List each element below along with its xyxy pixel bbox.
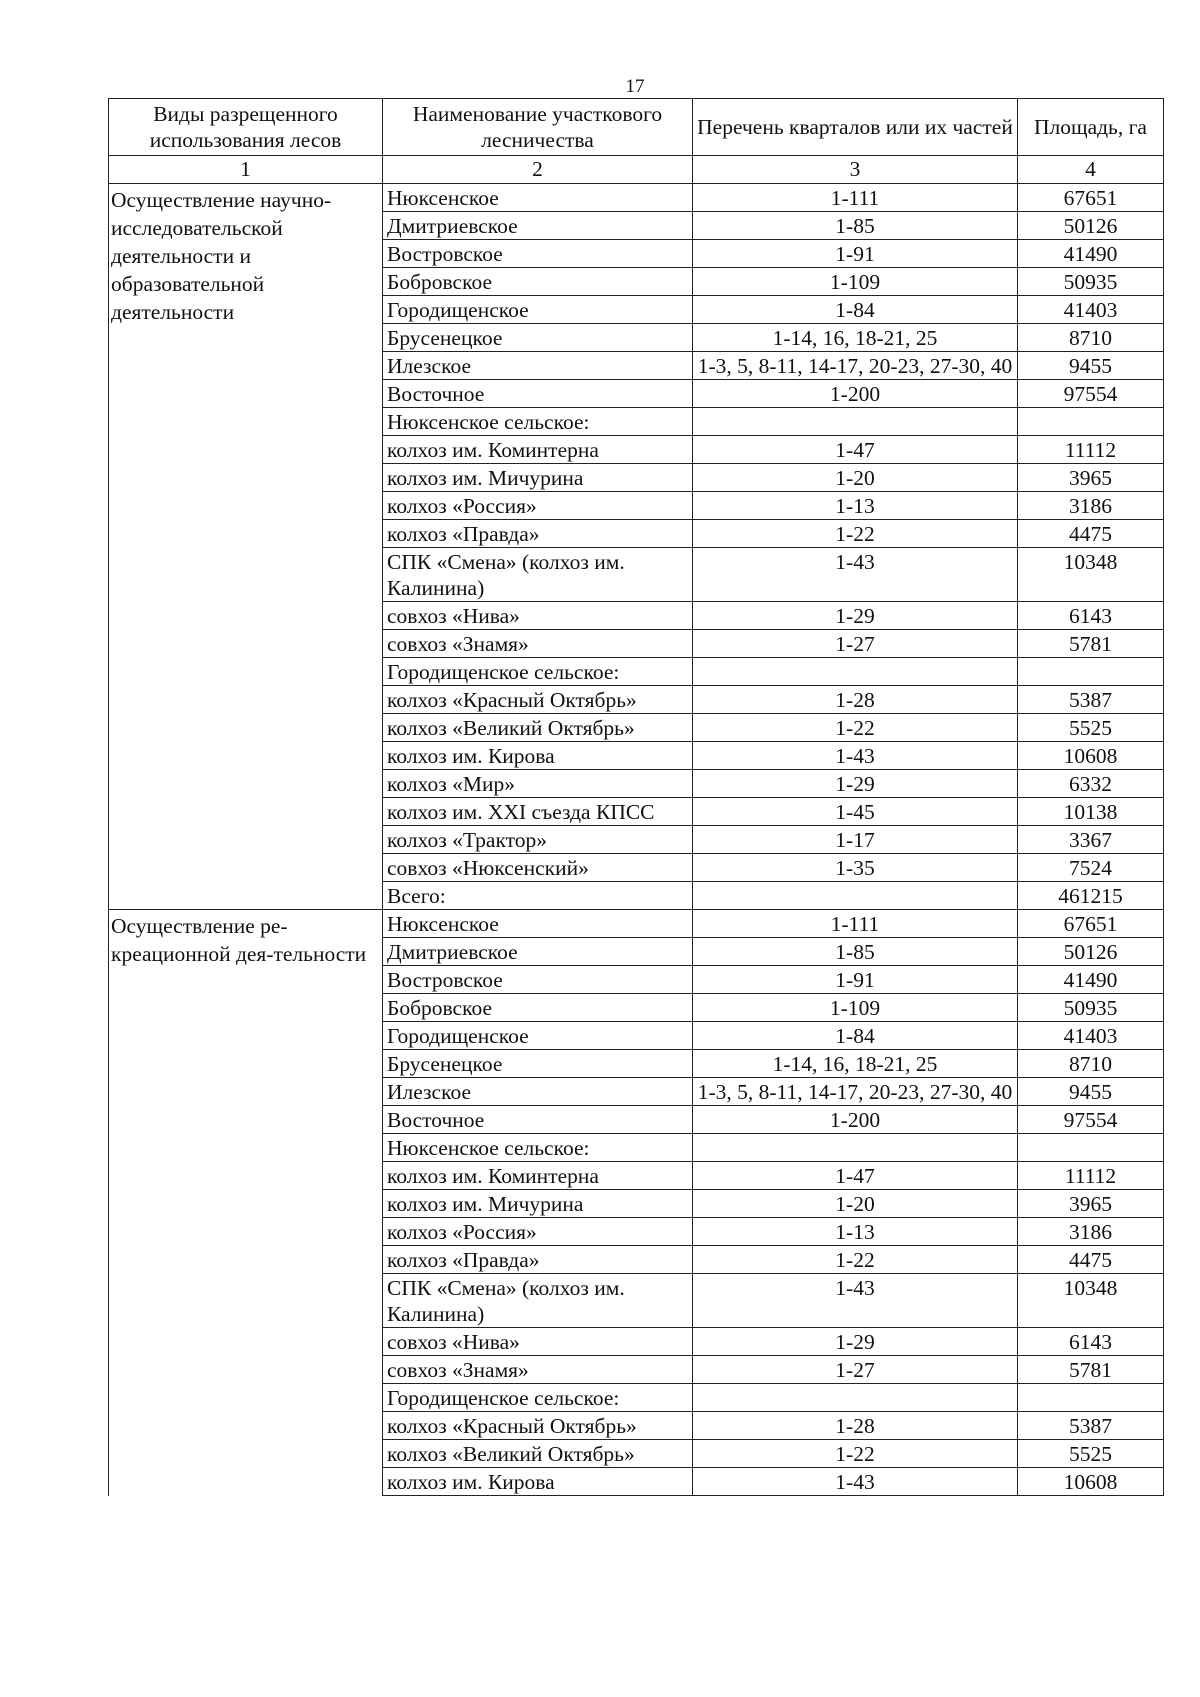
area-cell — [1018, 1384, 1164, 1412]
forestry-name-cell: Илезское — [383, 352, 693, 380]
forestry-name-cell: колхоз им. Коминтерна — [383, 1162, 693, 1190]
area-cell: 50935 — [1018, 994, 1164, 1022]
area-cell: 10608 — [1018, 742, 1164, 770]
page-number: 17 — [625, 76, 645, 97]
quarters-cell: 1-47 — [693, 1162, 1018, 1190]
area-cell: 5781 — [1018, 1356, 1164, 1384]
area-cell: 97554 — [1018, 380, 1164, 408]
quarters-cell: 1-22 — [693, 1246, 1018, 1274]
quarters-cell: 1-85 — [693, 938, 1018, 966]
quarters-cell — [693, 1134, 1018, 1162]
area-cell: 8710 — [1018, 324, 1164, 352]
forestry-name-cell: Илезское — [383, 1078, 693, 1106]
quarters-cell — [693, 1384, 1018, 1412]
forestry-name-cell: Брусенецкое — [383, 1050, 693, 1078]
forestry-name-cell: колхоз им. Коминтерна — [383, 436, 693, 464]
forestry-name-cell: колхоз «Правда» — [383, 1246, 693, 1274]
column-number-4: 4 — [1018, 156, 1164, 184]
forestry-name-cell: Восточное — [383, 1106, 693, 1134]
area-cell: 41403 — [1018, 296, 1164, 324]
quarters-cell: 1-29 — [693, 1328, 1018, 1356]
forestry-name-cell: колхоз им. Мичурина — [383, 464, 693, 492]
forestry-name-cell: колхоз им. Мичурина — [383, 1190, 693, 1218]
quarters-cell: 1-17 — [693, 826, 1018, 854]
area-cell: 9455 — [1018, 1078, 1164, 1106]
area-cell: 10348 — [1018, 548, 1164, 602]
quarters-cell: 1-200 — [693, 380, 1018, 408]
forestry-name-cell: колхоз «Красный Октябрь» — [383, 686, 693, 714]
quarters-cell: 1-111 — [693, 184, 1018, 212]
quarters-cell: 1-22 — [693, 714, 1018, 742]
area-cell: 6332 — [1018, 770, 1164, 798]
quarters-cell: 1-109 — [693, 994, 1018, 1022]
quarters-cell — [693, 882, 1018, 910]
area-cell: 3186 — [1018, 492, 1164, 520]
header-area: Площадь, га — [1018, 99, 1164, 156]
column-number-3: 3 — [693, 156, 1018, 184]
forestry-name-cell: колхоз им. Кирова — [383, 742, 693, 770]
quarters-cell: 1-91 — [693, 966, 1018, 994]
quarters-cell: 1-85 — [693, 212, 1018, 240]
quarters-cell: 1-43 — [693, 1468, 1018, 1496]
area-cell — [1018, 1134, 1164, 1162]
forestry-name-cell: колхоз «Великий Октябрь» — [383, 1440, 693, 1468]
quarters-cell: 1-91 — [693, 240, 1018, 268]
forestry-name-cell: Городищенское — [383, 1022, 693, 1050]
area-cell: 10348 — [1018, 1274, 1164, 1328]
column-number-1: 1 — [109, 156, 383, 184]
area-cell: 6143 — [1018, 602, 1164, 630]
quarters-cell: 1-3, 5, 8-11, 14-17, 20-23, 27-30, 40 — [693, 1078, 1018, 1106]
forestry-name-cell: колхоз им. XXI съезда КПСС — [383, 798, 693, 826]
area-cell: 9455 — [1018, 352, 1164, 380]
area-cell: 50126 — [1018, 212, 1164, 240]
area-cell: 41403 — [1018, 1022, 1164, 1050]
area-cell: 5387 — [1018, 1412, 1164, 1440]
forestry-name-cell: Нюксенское — [383, 910, 693, 938]
area-cell: 6143 — [1018, 1328, 1164, 1356]
quarters-cell: 1-45 — [693, 798, 1018, 826]
area-cell: 4475 — [1018, 520, 1164, 548]
area-cell: 3186 — [1018, 1218, 1164, 1246]
quarters-cell: 1-14, 16, 18-21, 25 — [693, 1050, 1018, 1078]
quarters-cell: 1-109 — [693, 268, 1018, 296]
area-cell: 41490 — [1018, 240, 1164, 268]
quarters-cell: 1-29 — [693, 602, 1018, 630]
forestry-name-cell: СПК «Смена» (колхоз им. Калинина) — [383, 1274, 693, 1328]
quarters-cell: 1-3, 5, 8-11, 14-17, 20-23, 27-30, 40 — [693, 352, 1018, 380]
forestry-name-cell: колхоз «Россия» — [383, 492, 693, 520]
area-cell: 67651 — [1018, 184, 1164, 212]
quarters-cell: 1-28 — [693, 686, 1018, 714]
forestry-name-cell: Дмитриевское — [383, 938, 693, 966]
forestry-name-cell: Нюксенское — [383, 184, 693, 212]
header-quarters: Перечень кварталов или их частей — [693, 99, 1018, 156]
quarters-cell: 1-22 — [693, 520, 1018, 548]
area-cell: 5525 — [1018, 714, 1164, 742]
area-cell: 97554 — [1018, 1106, 1164, 1134]
quarters-cell: 1-20 — [693, 1190, 1018, 1218]
quarters-cell: 1-84 — [693, 296, 1018, 324]
area-cell: 4475 — [1018, 1246, 1164, 1274]
forestry-name-cell: Брусенецкое — [383, 324, 693, 352]
forestry-name-cell: Дмитриевское — [383, 212, 693, 240]
quarters-cell: 1-111 — [693, 910, 1018, 938]
area-cell: 3367 — [1018, 826, 1164, 854]
area-cell — [1018, 408, 1164, 436]
quarters-cell: 1-43 — [693, 742, 1018, 770]
area-cell: 5387 — [1018, 686, 1164, 714]
table-row — [109, 910, 1164, 938]
area-cell: 10608 — [1018, 1468, 1164, 1496]
column-number-2: 2 — [383, 156, 693, 184]
header-row — [109, 99, 1164, 156]
area-cell: 41490 — [1018, 966, 1164, 994]
quarters-cell: 1-20 — [693, 464, 1018, 492]
forestry-name-cell: Востровское — [383, 240, 693, 268]
column-number-row — [109, 156, 1164, 184]
forestry-name-cell: совхоз «Знамя» — [383, 1356, 693, 1384]
quarters-cell: 1-43 — [693, 548, 1018, 602]
header-forestry-name: Наименование участкового лесничества — [383, 99, 693, 156]
forestry-name-cell: совхоз «Нива» — [383, 602, 693, 630]
forestry-name-cell: колхоз «Великий Октябрь» — [383, 714, 693, 742]
forestry-name-cell: колхоз им. Кирова — [383, 1468, 693, 1496]
quarters-cell: 1-27 — [693, 630, 1018, 658]
forestry-name-cell: совхоз «Знамя» — [383, 630, 693, 658]
use-kind-cell: Осуществление научно-исследовательской деятельности и образовательной деятельности — [109, 184, 383, 910]
use-kind-cell: Осуществление ре-креационной дея-тельности — [109, 910, 383, 1496]
forestry-name-cell: Городищенское сельское: — [383, 658, 693, 686]
forest-use-table — [108, 98, 1164, 1496]
area-cell: 3965 — [1018, 1190, 1164, 1218]
quarters-cell: 1-29 — [693, 770, 1018, 798]
area-cell: 8710 — [1018, 1050, 1164, 1078]
forestry-name-cell: колхоз «Россия» — [383, 1218, 693, 1246]
area-cell: 50935 — [1018, 268, 1164, 296]
forestry-name-cell: СПК «Смена» (колхоз им. Калинина) — [383, 548, 693, 602]
table-row — [109, 184, 1164, 212]
forestry-name-cell: Бобровское — [383, 994, 693, 1022]
quarters-cell: 1-14, 16, 18-21, 25 — [693, 324, 1018, 352]
quarters-cell: 1-28 — [693, 1412, 1018, 1440]
quarters-cell: 1-13 — [693, 1218, 1018, 1246]
forestry-name-cell: Городищенское — [383, 296, 693, 324]
forestry-name-cell: Нюксенское сельское: — [383, 1134, 693, 1162]
header-use-kind: Виды разрещенного использования лесов — [109, 99, 383, 156]
quarters-cell: 1-47 — [693, 436, 1018, 464]
table-header — [109, 99, 1164, 184]
area-cell — [1018, 658, 1164, 686]
area-cell: 461215 — [1018, 882, 1164, 910]
quarters-cell: 1-27 — [693, 1356, 1018, 1384]
forestry-name-cell: колхоз «Красный Октябрь» — [383, 1412, 693, 1440]
quarters-cell — [693, 658, 1018, 686]
area-cell: 11112 — [1018, 1162, 1164, 1190]
quarters-cell: 1-22 — [693, 1440, 1018, 1468]
forestry-name-cell: колхоз «Мир» — [383, 770, 693, 798]
area-cell: 3965 — [1018, 464, 1164, 492]
forestry-name-cell: Восточное — [383, 380, 693, 408]
area-cell: 10138 — [1018, 798, 1164, 826]
forestry-name-cell: Всего: — [383, 882, 693, 910]
area-cell: 5781 — [1018, 630, 1164, 658]
forestry-name-cell: Востровское — [383, 966, 693, 994]
quarters-cell: 1-35 — [693, 854, 1018, 882]
forestry-name-cell: колхоз «Трактор» — [383, 826, 693, 854]
quarters-cell: 1-13 — [693, 492, 1018, 520]
quarters-cell: 1-200 — [693, 1106, 1018, 1134]
quarters-cell: 1-84 — [693, 1022, 1018, 1050]
forestry-name-cell: совхоз «Нива» — [383, 1328, 693, 1356]
forestry-name-cell: Нюксенское сельское: — [383, 408, 693, 436]
forestry-name-cell: совхоз «Нюксенский» — [383, 854, 693, 882]
area-cell: 50126 — [1018, 938, 1164, 966]
quarters-cell: 1-43 — [693, 1274, 1018, 1328]
area-cell: 5525 — [1018, 1440, 1164, 1468]
forestry-name-cell: колхоз «Правда» — [383, 520, 693, 548]
area-cell: 7524 — [1018, 854, 1164, 882]
forestry-name-cell: Бобровское — [383, 268, 693, 296]
area-cell: 11112 — [1018, 436, 1164, 464]
quarters-cell — [693, 408, 1018, 436]
table-body — [109, 184, 1164, 1496]
forestry-name-cell: Городищенское сельское: — [383, 1384, 693, 1412]
area-cell: 67651 — [1018, 910, 1164, 938]
